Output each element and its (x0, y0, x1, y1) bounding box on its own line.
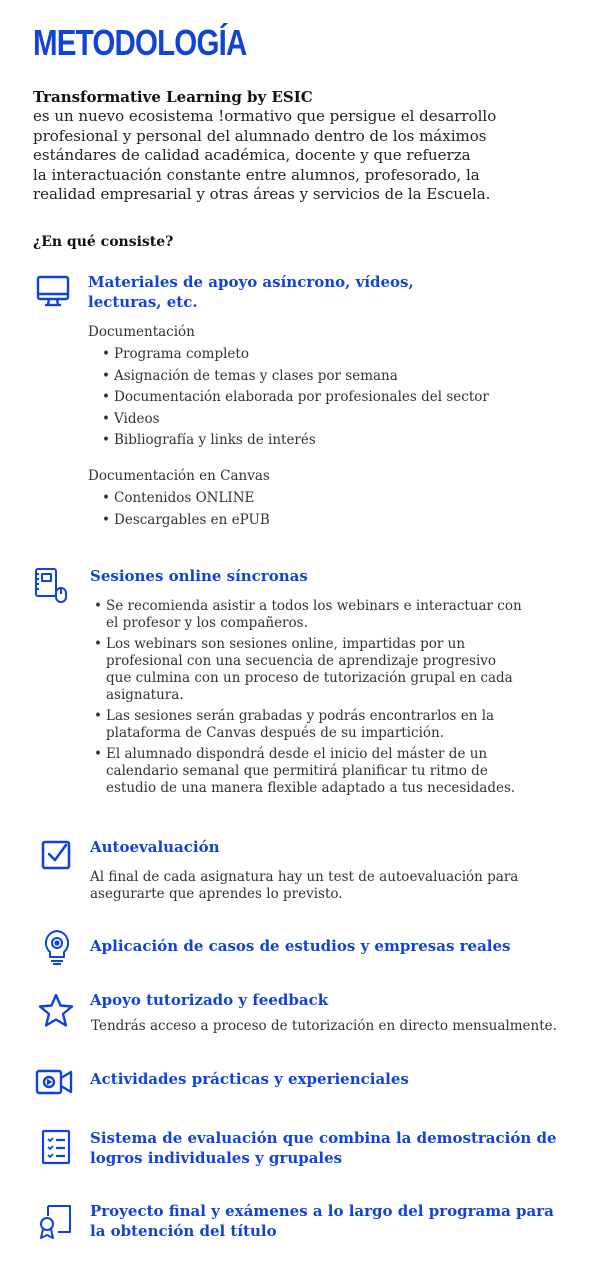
section-title-proyecto (90, 1202, 554, 1241)
intro-line: realidad empresarial y otras áreas y servicios de la Escuela. (33, 185, 491, 203)
list-item-line: estudio de una manera flexible adaptado a tus necesidades. (106, 780, 516, 796)
list-item-line: • El alumnado dispondrá desde el inicio del máster de un (106, 746, 488, 762)
section-title-sesiones: Sesiones online síncronas (90, 567, 308, 585)
checkbox-icon (38, 836, 76, 874)
tutorizado-text: Tendrás acceso a proceso de tutorización en directo mensualmente. (91, 1018, 557, 1034)
title-line: la obtención del título (90, 1221, 277, 1240)
list-item: • Descargables en ePUB (102, 512, 582, 529)
intro-line: la interactuación constante entre alumnos, profesorado, la (33, 165, 480, 184)
lightbulb-gear-icon (38, 928, 76, 966)
list-item-line: • Las sesiones serán grabadas y podrás encontrarlos en la (106, 708, 495, 724)
list-sesiones (94, 598, 584, 797)
list-item: • Documentación elaborada por profesionales del sector (102, 389, 582, 406)
title-line: Materiales de apoyo asíncrono, vídeos, (88, 273, 414, 291)
certificate-icon (36, 1202, 74, 1240)
intro-line: profesional y personal del alumnado dentro de los máximos (33, 126, 487, 145)
list-documentacion (102, 346, 582, 449)
list-item-line: profesional con una secuencia de aprendizaje progresivo (106, 653, 497, 669)
list-canvas (102, 490, 582, 529)
intro-heading: Transformative Learning by ESIC (33, 88, 313, 106)
section-title-evaluacion (90, 1129, 557, 1168)
list-item-line: calendario semanal que permitirá planificar tu ritmo de (106, 763, 488, 779)
list-item: • Asignación de temas y clases por semana (102, 368, 582, 385)
autoevaluacion-text (90, 869, 580, 903)
list-item (94, 598, 584, 632)
section-title-materiales (88, 273, 414, 312)
section-title-autoevaluacion: Autoevaluación (90, 838, 220, 856)
list-item-line: el profesor y los compañeros. (106, 615, 308, 631)
text-line: Al final de cada asignatura hay un test de autoevaluación para (90, 869, 519, 885)
title-line: Proyecto final y exámenes a lo largo del programa para (90, 1202, 554, 1220)
section-question: ¿En qué consiste? (33, 234, 174, 250)
notebook-mouse-icon (32, 566, 70, 604)
intro-line: estándares de calidad académica, docente y que refuerza (33, 146, 471, 164)
list-item-line: • Se recomienda asistir a todos los webinars e interactuar con (106, 598, 522, 614)
checklist-icon (38, 1128, 76, 1166)
list-item (94, 708, 584, 742)
list-item-line: que culmina con un proceso de tutorización grupal en cada (106, 670, 513, 686)
list-item-line: asignatura. (106, 687, 184, 703)
list-item: • Contenidos ONLINE (102, 490, 582, 507)
page-title: METODOLOGÍA (33, 22, 247, 63)
list-item: • Programa completo (102, 346, 582, 363)
text-line: asegurarte que aprendes lo previsto. (90, 886, 343, 902)
title-line: Sistema de evaluación que combina la demostración de (90, 1129, 557, 1147)
list-item-line: • Los webinars son sesiones online, impartidas por un (106, 636, 466, 652)
group-label-documentacion: Documentación (88, 324, 195, 340)
title-line: lecturas, etc. (88, 292, 198, 311)
monitor-icon (34, 272, 72, 310)
video-camera-icon (35, 1063, 73, 1101)
list-item: • Videos (102, 411, 582, 428)
group-label-canvas: Documentación en Canvas (88, 468, 270, 484)
list-item (94, 746, 584, 797)
star-icon (37, 992, 75, 1030)
intro-paragraph (33, 107, 593, 205)
section-title-casos: Aplicación de casos de estudios y empresas reales (90, 937, 511, 955)
section-title-tutorizado: Apoyo tutorizado y feedback (90, 991, 329, 1009)
list-item: • Bibliografía y links de interés (102, 432, 582, 449)
title-line: logros individuales y grupales (90, 1148, 343, 1167)
intro-line: es un nuevo ecosistema !ormativo que persigue el desarrollo (33, 107, 497, 125)
list-item-line: plataforma de Canvas después de su impartición. (106, 725, 445, 741)
list-item (94, 636, 584, 704)
section-title-actividades: Actividades prácticas y experienciales (90, 1070, 409, 1088)
